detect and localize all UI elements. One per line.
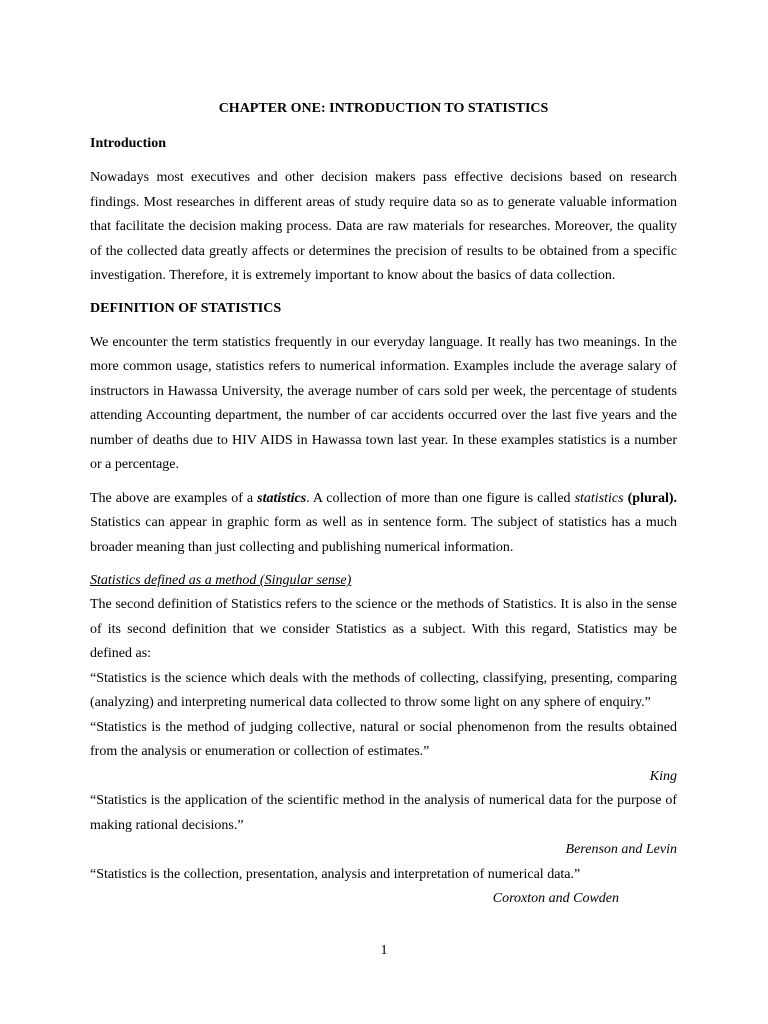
quote-3-author: Berenson and Levin	[565, 842, 677, 857]
statistics-italic: statistics	[574, 490, 624, 506]
quote-4-author: Coroxton and Cowden	[492, 891, 619, 906]
quote-2: “Statistics is the method of judging collective, natural or social phenomenon from the results obtained from the analysis or enumeration or collection of estimates.”	[90, 719, 677, 759]
quote-4: “Statistics is the collection, presentation, analysis and interpretation of numerical data.”	[90, 866, 581, 882]
intro-paragraph: Nowadays most executives and other decision makers pass effective decisions based on research findings. Most researches in different areas of study require data so as to generate valuable information that facilitate the decision making process. Data are raw materials for researches. Moreover, the quality of the collected data greatly affects or determines the precision of results to be obtained from a specific investigation. Therefore, it is extremely important to know about the basics of data collection.	[90, 170, 677, 283]
quote-3: “Statistics is the application of the scientific method in the analysis of numerical data for the purpose of making rational decisions.”	[90, 793, 677, 833]
statistics-emphasis: statistics	[257, 490, 307, 506]
intro-heading: Introduction	[90, 136, 166, 151]
method-paragraph: The second definition of Statistics refers to the science or the methods of Statistics. It is also in the sense of its second definition that we consider Statistics as a subject. With this regard, Statistics may be defined as:	[90, 597, 677, 661]
plural-text-1: The above are examples of a	[90, 490, 258, 506]
plural-paragraph	[90, 487, 677, 561]
definition-paragraph: We encounter the term statistics frequently in our everyday language. It really has two meanings. In the more common usage, statistics refers to numerical information. Examples include the average salary of instructors in Hawassa University, the average number of cars sold per week, the percentage of students attending Accounting department, the number of car accidents occurred over the last five years and the number of deaths due to HIV AIDS in Hawassa town last year. In these examples statistics is a number or a percentage.	[90, 334, 677, 472]
quote-1: “Statistics is the science which deals with the methods of collecting, classifying, presenting, comparing (analyzing) and interpreting numerical data collected to throw some light on any sphere of enquiry.”	[90, 670, 677, 710]
page-number: 1	[380, 943, 388, 958]
document-body	[90, 98, 677, 912]
quote-2-author: King	[649, 768, 677, 784]
method-subheading: Statistics defined as a method (Singular sense)	[90, 573, 352, 588]
plural-text-4: Statistics can appear in graphic form as well as in sentence form. The subject of statistics has a much broader meaning than just collecting and publishing numerical information.	[90, 515, 677, 555]
plural-text-2: . A collection of more than one figure is called	[306, 490, 575, 506]
definition-heading: DEFINITION OF STATISTICS	[90, 300, 282, 316]
plural-bold: (plural).	[627, 490, 678, 506]
chapter-title: CHAPTER ONE: INTRODUCTION TO STATISTICS	[218, 101, 549, 116]
